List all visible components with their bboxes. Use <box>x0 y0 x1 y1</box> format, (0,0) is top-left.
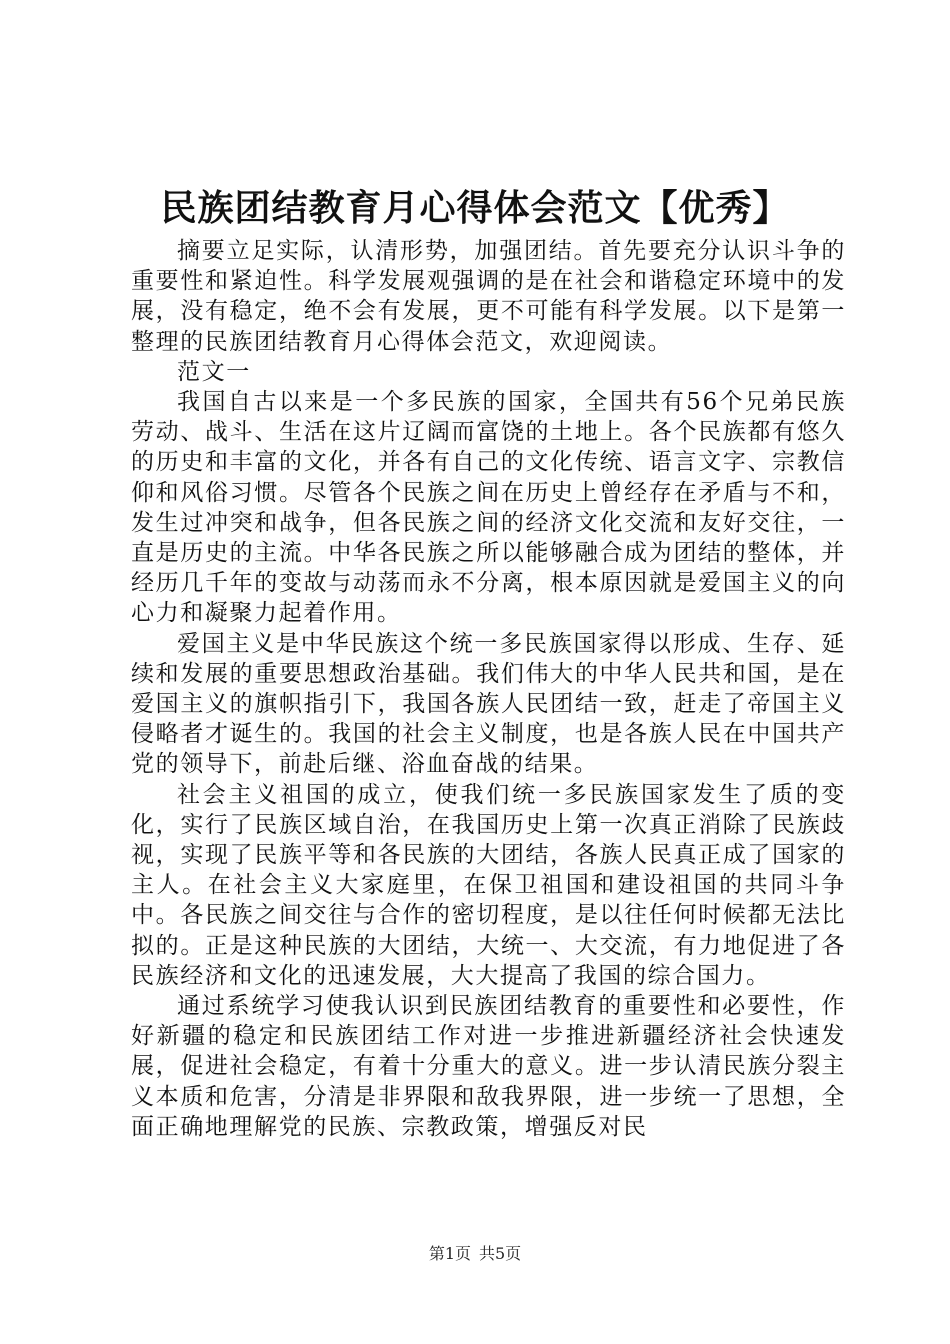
paragraph-abstract: 摘要立足实际，认清形势，加强团结。首先要充分认识斗争的重要性和紧迫性。科学发展观强调的是在社会和谐稳定环境中的发展，没有稳定，绝不会有发展，更不可能有科学发展。以下是第一整理的民族团结教育月心得体会范文，欢迎阅读。 <box>131 238 846 355</box>
paragraph: 社会主义祖国的成立，使我们统一多民族国家发生了质的变化，实行了民族区域自治，在我国历史上第一次真正消除了民族歧视，实现了民族平等和各民族的大团结，各族人民真正成了国家的主人。在社会主义大家庭里，在保卫祖国和建设祖国的共同斗争中。各民族之间交往与合作的密切程度，是以往任何时候都无法比拟的。正是这种民族的大团结，大统一、大交流，有力地促进了各民族经济和文化的迅速发展，大大提高了我国的综合国力。 <box>131 781 846 989</box>
document-body <box>131 236 846 1142</box>
paragraph: 通过系统学习使我认识到民族团结教育的重要性和必要性，作好新疆的稳定和民族团结工作对进一步推进新疆经济社会快速发展，促进社会稳定，有着十分重大的意义。进一步认清民族分裂主义本质和危害，分清是非界限和敌我界限，进一步统一了思想，全面正确地理解党的民族、宗教政策，增强反对民 <box>131 993 846 1140</box>
document-title: 民族团结教育月心得体会范文【优秀】 <box>160 187 790 229</box>
page-total: 共5页 <box>479 1244 522 1263</box>
page-number: 第1页 <box>428 1244 471 1263</box>
paragraph: 我国自古以来是一个多民族的国家，全国共有56个兄弟民族劳动、战斗、生活在这片辽阔而富饶的土地上。各个民族都有悠久的历史和丰富的文化，并各有自己的文化传统、语言文字、宗教信仰和风俗习惯。尽管各个民族之间在历史上曾经存在矛盾与不和，发生过冲突和战争，但各民族之间的经济文化交流和友好交往，一直是历史的主流。中华各民族之所以能够融合成为团结的整体，并经历几千年的变故与动荡而永不分离，根本原因就是爱国主义的向心力和凝聚力起着作用。 <box>131 389 846 627</box>
section-heading: 范文一 <box>177 358 251 385</box>
page-footer <box>0 1244 950 1264</box>
paragraph: 爱国主义是中华民族这个统一多民族国家得以形成、生存、延续和发展的重要思想政治基础。我们伟大的中华人民共和国，是在爱国主义的旗帜指引下，我国各族人民团结一致，赶走了帝国主义侵略者才诞生的。我国的社会主义制度，也是各族人民在中国共产党的领导下，前赴后继、浴血奋战的结果。 <box>131 630 846 778</box>
